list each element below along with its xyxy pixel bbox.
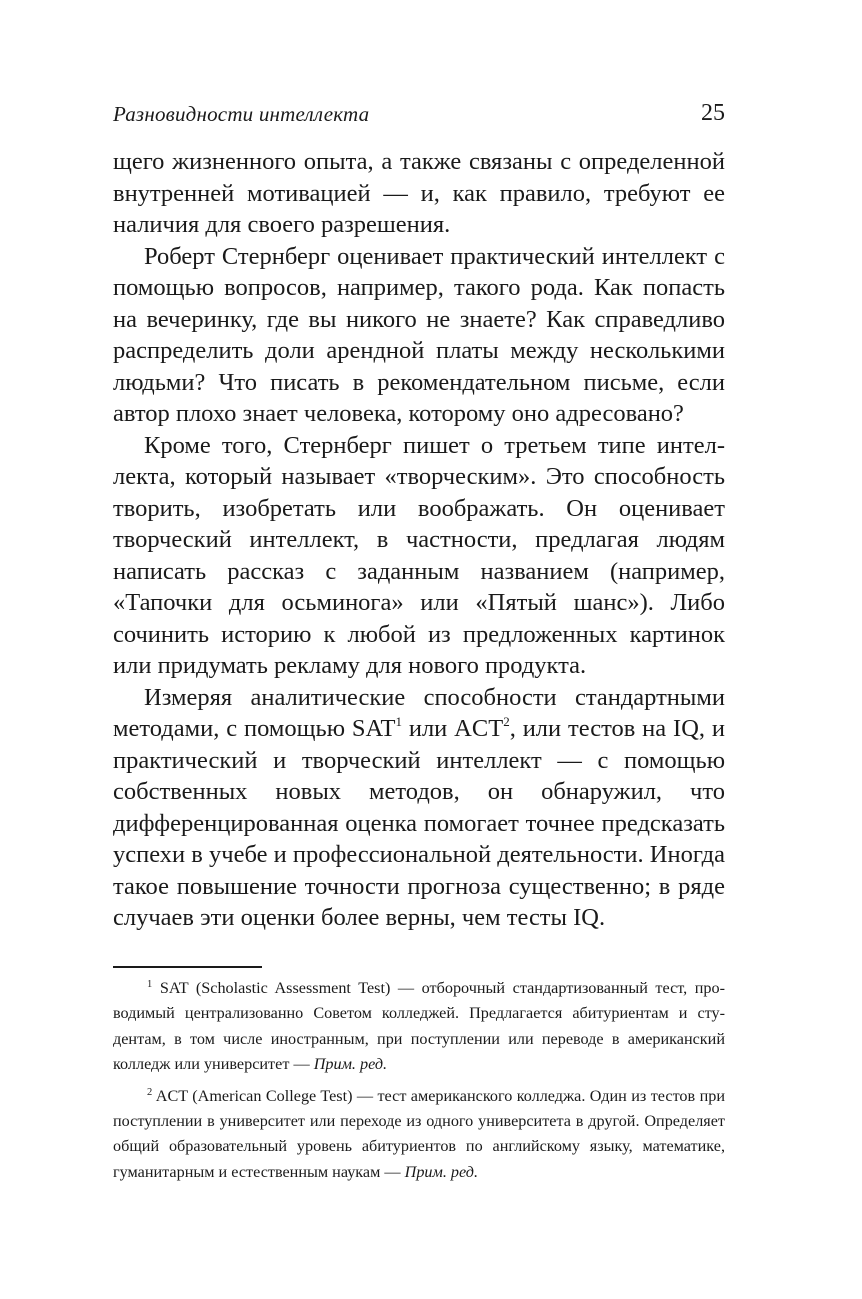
footnote-divider <box>113 966 262 968</box>
footnote-1 <box>113 976 725 1078</box>
paragraph-1: щего жизненного опыта, а также связаны с определенной внутренней мотивацией — и, как правило, требуют ее наличия для своего разрешения. <box>113 148 725 238</box>
page-number: 25 <box>701 100 725 126</box>
paragraph-4 <box>113 682 725 934</box>
paragraph-4-part-b: или ACT <box>401 715 504 742</box>
footnote-2 <box>113 1084 725 1186</box>
paragraph-3: Кроме того, Стернберг пишет о третьем типе интеллекта, который называет «творческим». Это способность творить, изобретать или воображать. Он оценивает творческий интеллект, в частности, предлагая людям написать рассказ с заданным названием (например, «Тапочки для осьминога» или «Пятый шанс»). Либо сочинить историю к любой из предложенных картинок или придумать рекламу для нового продукта. <box>113 431 725 679</box>
paragraph-4-part-a: Измеряя аналитические способности стандартными методами, с помощью SAT <box>113 683 725 742</box>
footnote-2-note: Прим. ред. <box>404 1162 479 1181</box>
footnote-1-note: Прим. ред. <box>313 1055 388 1074</box>
footnote-1-mark: 1 <box>147 979 153 990</box>
running-title: Разновидности интеллекта <box>113 102 370 126</box>
footnote-ref-1[interactable]: 1 <box>395 714 402 729</box>
paragraph-2: Роберт Стернберг оценивает практический интеллект с помощью вопросов, например, такого рода. Как попасть на вечеринку, где вы никого не знаете? Как справедливо распределить доли арендной платы между несколькими людьми? Что писать в рекомендательном письме, если автор плохо знает человека, которому оно адресовано? <box>113 242 725 427</box>
footnote-ref-2[interactable]: 2 <box>503 714 510 729</box>
body-text <box>113 146 725 934</box>
paragraph-4-part-c: , или тестов на IQ, и практический и творческий интеллект — с помощью собственных новых методов, он обнаружил, что дифференцированная оценка помогает точнее предсказать успехи в учебе и профессиональной деятельности. Иногда такое повышение точности прогноза существенно; в ряде случаев эти оценки более верны, чем тесты IQ. <box>113 715 726 931</box>
footnotes <box>113 976 725 1185</box>
footnote-2-mark: 2 <box>147 1086 153 1098</box>
footnote-2-text: ACT (American College Test) — тест американского колледжа. Один из тестов при поступлении в университет или переходе из одного университета в другой. Определяет общий образовательный уровень абитуриентов по английскому языку, математике, гуманитарным и естественным наукам — <box>113 1086 725 1181</box>
running-head <box>113 102 725 132</box>
footnote-1-text: SAT (Scholastic Assessment Test) — отборочный стандартизованный тест, проводимый централизованно Советом колледжей. Предлагается абитуриентам и студентам, в том числе иностранным, при поступлении или переводе в американский колледж или университет — <box>113 979 725 1074</box>
